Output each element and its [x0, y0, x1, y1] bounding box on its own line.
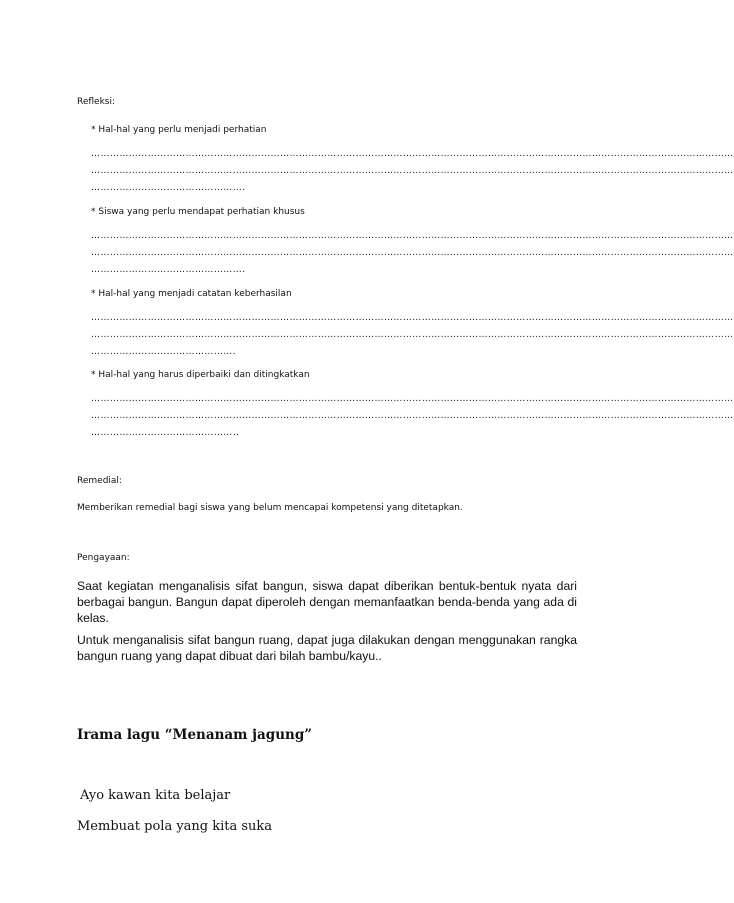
song-lyric-line: Membuat pola yang kita suka: [77, 819, 273, 834]
remedial-heading: Remedial:: [77, 476, 122, 486]
dotted-answer-line: ……………………………………………………………………………………………………………………………………………………………………………………: [91, 394, 734, 404]
dotted-answer-line-short: ………………………………………….: [91, 183, 246, 193]
dotted-answer-line: ……………………………………………………………………………………………………………………………………………………………………………………: [91, 149, 734, 159]
dotted-answer-line-short: ………………………………………….: [91, 265, 246, 275]
dotted-answer-line-short: ………………………………………..: [91, 428, 240, 438]
dotted-answer-line: ……………………………………………………………………………………………………………………………………………………………………………………: [91, 330, 734, 340]
dotted-answer-line: ……………………………………………………………………………………………………………………………………………………………………………………: [91, 166, 734, 176]
dotted-answer-line-short: ……………………………………….: [91, 347, 237, 357]
refleksi-item-label: * Hal-hal yang menjadi catatan keberhasilan: [91, 289, 292, 299]
dotted-answer-line: ……………………………………………………………………………………………………………………………………………………………………………………: [91, 231, 734, 241]
refleksi-item-label: * Siswa yang perlu mendapat perhatian khusus: [91, 207, 305, 217]
dotted-answer-line: ……………………………………………………………………………………………………………………………………………………………………………………: [91, 313, 734, 323]
pengayaan-paragraph-2: Untuk menganalisis sifat bangun ruang, dapat juga dilakukan dengan menggunakan rangka bangun ruang yang dapat dibuat dari bilah bambu/kayu..: [77, 633, 577, 663]
song-title: Irama lagu “Menanam jagung”: [77, 727, 313, 743]
refleksi-heading: Refleksi:: [77, 97, 116, 107]
dotted-answer-line: ……………………………………………………………………………………………………………………………………………………………………………………: [91, 411, 734, 421]
dotted-answer-line: ……………………………………………………………………………………………………………………………………………………………………………………: [91, 248, 734, 258]
remedial-text: Memberikan remedial bagi siswa yang belum mencapai kompetensi yang ditetapkan.: [77, 503, 463, 513]
song-lyric-line: Ayo kawan kita belajar: [80, 788, 231, 803]
pengayaan-heading: Pengayaan:: [77, 553, 130, 563]
refleksi-item-label: * Hal-hal yang harus diperbaiki dan ditingkatkan: [91, 370, 310, 380]
pengayaan-paragraph-1: Saat kegiatan menganalisis sifat bangun, siswa dapat diberikan bentuk-bentuk nyata dari berbagai bangun. Bangun dapat diperoleh dengan memanfaatkan benda-benda yang ada di kelas.: [77, 579, 577, 625]
refleksi-item-label: * Hal-hal yang perlu menjadi perhatian: [91, 125, 267, 135]
